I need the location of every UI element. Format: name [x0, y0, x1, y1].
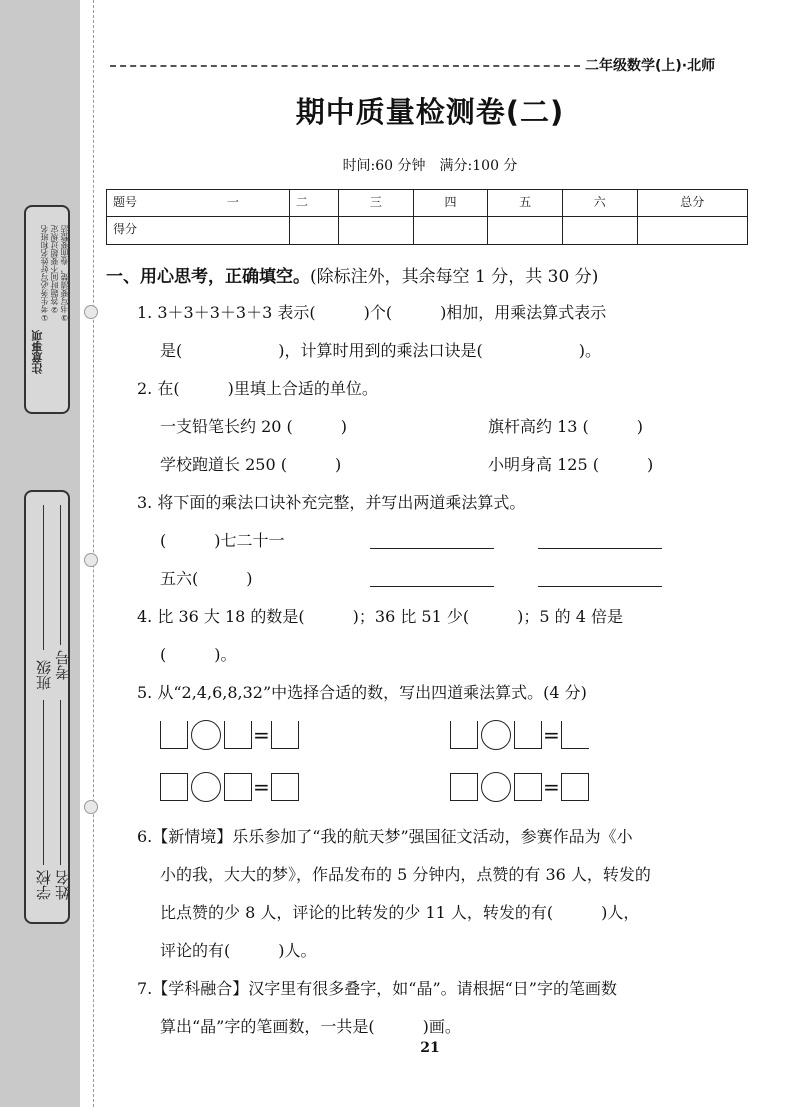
score-header-cell: 一: [177, 190, 290, 217]
q3-stem: 3. 将下面的乘法口诀补充完整，并写出两道乘法算式。: [137, 493, 526, 512]
operator-circle[interactable]: [481, 772, 511, 802]
q1-line1: 1. 3＋3＋3＋3＋3 表示( )个( )相加，用乘法算式表示: [137, 303, 607, 322]
equals-sign: =: [253, 723, 270, 747]
q3-item-a: ( )七二十一: [160, 531, 285, 550]
number-box[interactable]: [450, 773, 478, 801]
score-header-cell: 四: [413, 190, 488, 217]
answer-line[interactable]: [538, 586, 662, 587]
q6-line4: 评论的有( )人。: [160, 941, 317, 960]
exam-info: 时间:60 分钟 满分:100 分: [342, 158, 518, 174]
result-box[interactable]: [271, 773, 299, 801]
equals-sign: =: [543, 723, 560, 747]
operator-circle[interactable]: [191, 720, 221, 750]
q5-stem: 5. 从“2,4,6,8,32”中选择合适的数，写出四道乘法算式。(4 分): [137, 683, 587, 702]
section-number: 一、: [106, 267, 140, 287]
notes-item-1: ①考生务必写好姓名和班名: [40, 225, 49, 322]
number-box[interactable]: [160, 773, 188, 801]
q2-item-c: 学校跑道长 250 ( ): [160, 455, 342, 474]
equals-sign: =: [543, 775, 560, 799]
header-dash-line: [110, 65, 580, 67]
name-line: [60, 700, 61, 865]
class-label: 班级: [35, 660, 53, 690]
school-label: 学校: [35, 870, 53, 900]
number-box[interactable]: [224, 721, 252, 749]
exam-no-line: [60, 505, 61, 645]
answer-line[interactable]: [370, 586, 494, 587]
score-cell[interactable]: [177, 217, 290, 245]
number-box[interactable]: [514, 721, 542, 749]
equals-sign: =: [253, 775, 270, 799]
page-title: 期中质量检测卷(二): [295, 95, 565, 129]
q2-item-a: 一支铅笔长约 20 ( ): [160, 417, 348, 436]
q7-line1: 7.【学科融合】汉字里有很多叠字，如“晶”。请根据“日”字的笔画数: [137, 979, 617, 998]
score-header-cell: 总分: [637, 190, 747, 217]
q6-line3: 比点赞的少 8 人，评论的比转发的少 11 人，转发的有( )人，: [160, 903, 640, 922]
score-header-cell: 五: [488, 190, 563, 217]
header-subject: 二年级数学(上)·北师: [585, 58, 716, 74]
number-box[interactable]: [160, 721, 188, 749]
binding-hole: [84, 800, 98, 814]
score-header-cell: 题号: [107, 190, 178, 217]
q6-line1: 6.【新情境】乐乐参加了“我的航天梦”强国征文活动，参赛作品为《小: [137, 827, 633, 846]
section-heading: [106, 262, 598, 287]
number-box[interactable]: [450, 721, 478, 749]
score-header-cell: 三: [339, 190, 414, 217]
score-table: [106, 189, 748, 245]
number-box[interactable]: [224, 773, 252, 801]
equation-frame[interactable]: [450, 772, 589, 802]
student-info-box: [24, 490, 70, 924]
binding-hole: [84, 305, 98, 319]
operator-circle[interactable]: [481, 720, 511, 750]
section-note: (除标注外，其余每空 1 分，共 30 分): [310, 267, 599, 287]
number-box[interactable]: [514, 773, 542, 801]
q3-item-b: 五六( ): [160, 569, 253, 588]
operator-circle[interactable]: [191, 772, 221, 802]
q2-item-d: 小明身高 125 ( ): [488, 455, 654, 474]
equation-frame[interactable]: [160, 772, 299, 802]
score-cell[interactable]: [637, 217, 747, 245]
equation-frame[interactable]: [160, 720, 299, 750]
page-number: 21: [420, 1040, 440, 1056]
class-line: [43, 505, 44, 650]
school-line: [43, 700, 44, 865]
score-header-cell: 二: [290, 190, 339, 217]
result-box[interactable]: [561, 721, 589, 749]
name-label: 姓名: [54, 870, 72, 900]
score-cell[interactable]: [488, 217, 563, 245]
q7-line2: 算出“晶”字的笔画数，一共是( )画。: [160, 1017, 461, 1036]
notes-item-2: ②答题时间不要超过规定: [50, 225, 59, 314]
section-title: 用心思考，正确填空。: [140, 267, 310, 287]
answer-line[interactable]: [370, 548, 494, 549]
q6-line2: 小的我，大大的梦》，作品发布的 5 分钟内，点赞的有 36 人，转发的: [160, 865, 651, 884]
result-box[interactable]: [271, 721, 299, 749]
score-row-label: 得分: [107, 217, 178, 245]
q4-line2: ( )。: [160, 645, 237, 664]
notes-item-3: ③书写要清楚，卷面要整洁: [60, 225, 69, 322]
score-cell[interactable]: [413, 217, 488, 245]
binding-hole: [84, 553, 98, 567]
answer-line[interactable]: [538, 548, 662, 549]
notes-title: 注意事项: [31, 330, 44, 374]
equation-frame[interactable]: [450, 720, 589, 750]
score-cell[interactable]: [562, 217, 637, 245]
exam-no-label: 考号: [54, 650, 72, 680]
q2-item-b: 旗杆高约 13 ( ): [488, 417, 644, 436]
result-box[interactable]: [561, 773, 589, 801]
q4-line1: 4. 比 36 大 18 的数是( )；36 比 51 少( )；5 的 4 倍是: [137, 607, 623, 626]
score-cell[interactable]: [339, 217, 414, 245]
score-cell[interactable]: [290, 217, 339, 245]
q2-stem: 2. 在( )里填上合适的单位。: [137, 379, 378, 398]
score-header-cell: 六: [562, 190, 637, 217]
q1-line2: 是( )，计算时用到的乘法口诀是( )。: [160, 341, 601, 360]
